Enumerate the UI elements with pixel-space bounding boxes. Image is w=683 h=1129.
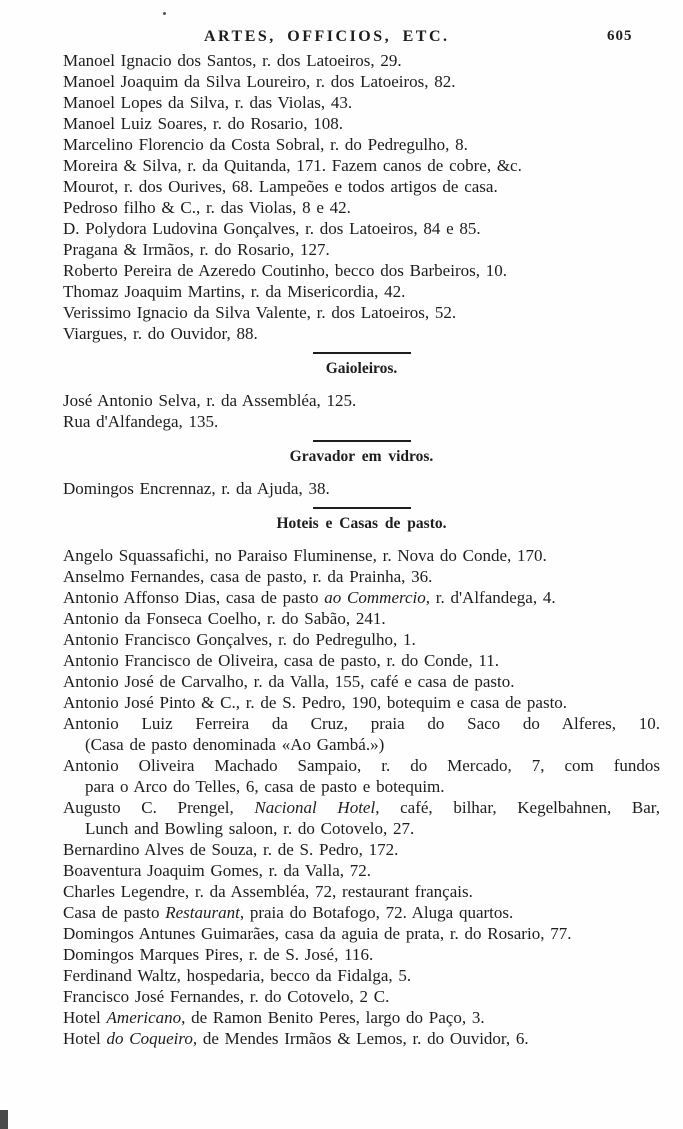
directory-entry-line — [63, 478, 660, 499]
section-heading: Gaioleiros. — [325, 360, 398, 377]
directory-entry-line — [63, 587, 660, 608]
entry-text: Antonio Francisco de Oliveira, casa de pasto, r. do Conde, 11. — [63, 651, 499, 670]
entry-text: Domingos Marques Pires, r. de S. José, 116. — [63, 945, 374, 964]
directory-entry-line — [63, 755, 660, 776]
directory-entry-line — [63, 608, 660, 629]
entry-text: Pragana & Irmãos, r. do Rosario, 127. — [63, 240, 330, 259]
directory-entry-line — [63, 944, 660, 965]
directory-entry-line — [63, 411, 660, 432]
entry-text: Viargues, r. do Ouvidor, 88. — [63, 324, 258, 343]
entry-text: Manoel Joaquim da Silva Loureiro, r. dos Latoeiros, 82. — [63, 72, 456, 91]
entry-text: Verissimo Ignacio da Silva Valente, r. dos Latoeiros, 52. — [63, 303, 457, 322]
directory-entry-line — [63, 839, 660, 860]
directory-entry-line — [63, 713, 660, 734]
directory-entry-line — [63, 902, 660, 923]
directory-entry-line — [63, 1028, 660, 1049]
entry-text: Hotel — [63, 1029, 107, 1048]
entry-text: Casa de pasto — [63, 903, 166, 922]
directory-entry-line — [63, 260, 660, 281]
directory-entry-line — [63, 797, 660, 818]
directory-entry-line — [63, 860, 660, 881]
scan-artifact-smudge — [0, 1110, 8, 1129]
entry-text: para o Arco do Telles, 6, casa de pasto e botequim. — [85, 777, 445, 796]
directory-entry-line — [63, 155, 660, 176]
directory-entry-line — [63, 650, 660, 671]
entry-text: Hotel — [63, 1008, 107, 1027]
directory-entry-line — [63, 734, 660, 755]
entry-text: Rua d'Alfandega, 135. — [63, 412, 219, 431]
entry-text-italic: Restaurant — [165, 903, 240, 922]
entry-text: Augusto C. Prengel, — [63, 798, 255, 817]
entry-text: Antonio Francisco Gonçalves, r. do Pedregulho, 1. — [63, 630, 416, 649]
entry-text: Antonio Oliveira Machado Sampaio, r. do Mercado, 7, com fundos — [63, 756, 660, 775]
entry-text: Manoel Lopes da Silva, r. das Violas, 43. — [63, 93, 353, 112]
directory-entry-line — [63, 965, 660, 986]
scan-artifact-dot — [163, 12, 166, 15]
directory-entry-line — [63, 1007, 660, 1028]
entry-text: Marcelino Florencio da Costa Sobral, r. do Pedregulho, 8. — [63, 135, 468, 154]
directory-entry-line — [63, 218, 660, 239]
entry-text: Ferdinand Waltz, hospedaria, becco da Fidalga, 5. — [63, 966, 412, 985]
entry-text: Mourot, r. dos Ourives, 68. Lampeões e todos artigos de casa. — [63, 177, 498, 196]
entry-text: Pedroso filho & C., r. das Violas, 8 e 42. — [63, 198, 351, 217]
section-heading: Hoteis e Casas de pasto. — [276, 515, 447, 532]
directory-entry-line — [63, 92, 660, 113]
directory-entry-line — [63, 281, 660, 302]
section-divider-rule — [313, 352, 411, 354]
directory-entry-line — [63, 923, 660, 944]
directory-sections — [63, 50, 660, 1049]
entry-text-italic: do Coqueiro — [106, 1029, 193, 1048]
entry-text: Antonio Luiz Ferreira da Cruz, praia do Saco do Alferes, 10. — [63, 714, 660, 733]
entry-text: , r. d'Alfandega, 4. — [425, 588, 556, 607]
entry-text: , praia do Botafogo, 72. Aluga quartos. — [239, 903, 514, 922]
entry-text: Francisco José Fernandes, r. do Cotovelo, 2 C. — [63, 987, 390, 1006]
page-number: 605 — [607, 28, 633, 44]
directory-entry-line — [63, 302, 660, 323]
section-divider-rule — [313, 440, 411, 442]
entry-text: Bernardino Alves de Souza, r. de S. Pedro, 172. — [63, 840, 399, 859]
entry-text: Antonio José Pinto & C., r. de S. Pedro, 190, botequim e casa de pasto. — [63, 693, 568, 712]
entry-text-italic: Nacional Hotel — [254, 798, 376, 817]
section-heading: Gravador em vidros. — [289, 448, 434, 465]
entry-text: Charles Legendre, r. da Assembléa, 72, restaurant français. — [63, 882, 473, 901]
directory-entry-line — [63, 50, 660, 71]
entry-text: Antonio Affonso Dias, casa de pasto — [63, 588, 325, 607]
entry-text: (Casa de pasto denominada «Ao Gambá.») — [85, 735, 385, 754]
entry-text: , de Mendes Irmãos & Lemos, r. do Ouvidor, 6. — [192, 1029, 529, 1048]
directory-entry-line — [63, 134, 660, 155]
entry-text: Domingos Antunes Guimarães, casa da aguia de prata, r. do Rosario, 77. — [63, 924, 572, 943]
directory-entry-line — [63, 113, 660, 134]
entry-text: , de Ramon Benito Peres, largo do Paço, 3. — [181, 1008, 485, 1027]
entry-text: Lunch and Bowling saloon, r. do Cotovelo, 27. — [85, 819, 415, 838]
section-divider-rule — [313, 507, 411, 509]
directory-entry-line — [63, 818, 660, 839]
directory-entry-line — [63, 671, 660, 692]
entry-text: Moreira & Silva, r. da Quitanda, 171. Fazem canos de cobre, &c. — [63, 156, 522, 175]
directory-entry-line — [63, 629, 660, 650]
entry-text: Thomaz Joaquim Martins, r. da Misericordia, 42. — [63, 282, 406, 301]
directory-entry-line — [63, 71, 660, 92]
directory-entry-line — [63, 176, 660, 197]
directory-entry-line — [63, 323, 660, 344]
directory-entry-line — [63, 390, 660, 411]
directory-entry-line — [63, 776, 660, 797]
directory-entry-line — [63, 986, 660, 1007]
directory-entry-line — [63, 566, 660, 587]
entry-text-italic: Americano — [106, 1008, 182, 1027]
running-title: ARTES, OFFICIOS, ETC. — [204, 28, 450, 45]
entry-text: D. Polydora Ludovina Gonçalves, r. dos Latoeiros, 84 e 85. — [63, 219, 481, 238]
entry-text: Domingos Encrennaz, r. da Ajuda, 38. — [63, 479, 330, 498]
entry-text: Manoel Luiz Soares, r. do Rosario, 108. — [63, 114, 344, 133]
directory-entry-line — [63, 881, 660, 902]
entry-text: Antonio da Fonseca Coelho, r. do Sabão, 241. — [63, 609, 386, 628]
entry-text: Anselmo Fernandes, casa de pasto, r. da Prainha, 36. — [63, 567, 433, 586]
directory-entry-line — [63, 239, 660, 260]
directory-entry-line — [63, 545, 660, 566]
entry-text: Manoel Ignacio dos Santos, r. dos Latoeiros, 29. — [63, 51, 402, 70]
directory-entry-line — [63, 692, 660, 713]
entry-text: Roberto Pereira de Azeredo Coutinho, becco dos Barbeiros, 10. — [63, 261, 507, 280]
entry-text: , café, bilhar, Kegelbahnen, Bar, — [375, 798, 660, 817]
entry-text: Angelo Squassafichi, no Paraiso Fluminense, r. Nova do Conde, 170. — [63, 546, 547, 565]
entry-text-italic: ao Commercio — [324, 588, 426, 607]
directory-entry-line — [63, 197, 660, 218]
entry-text: José Antonio Selva, r. da Assembléa, 125. — [63, 391, 357, 410]
entry-text: Boaventura Joaquim Gomes, r. da Valla, 72. — [63, 861, 372, 880]
entry-text: Antonio José de Carvalho, r. da Valla, 155, café e casa de pasto. — [63, 672, 515, 691]
